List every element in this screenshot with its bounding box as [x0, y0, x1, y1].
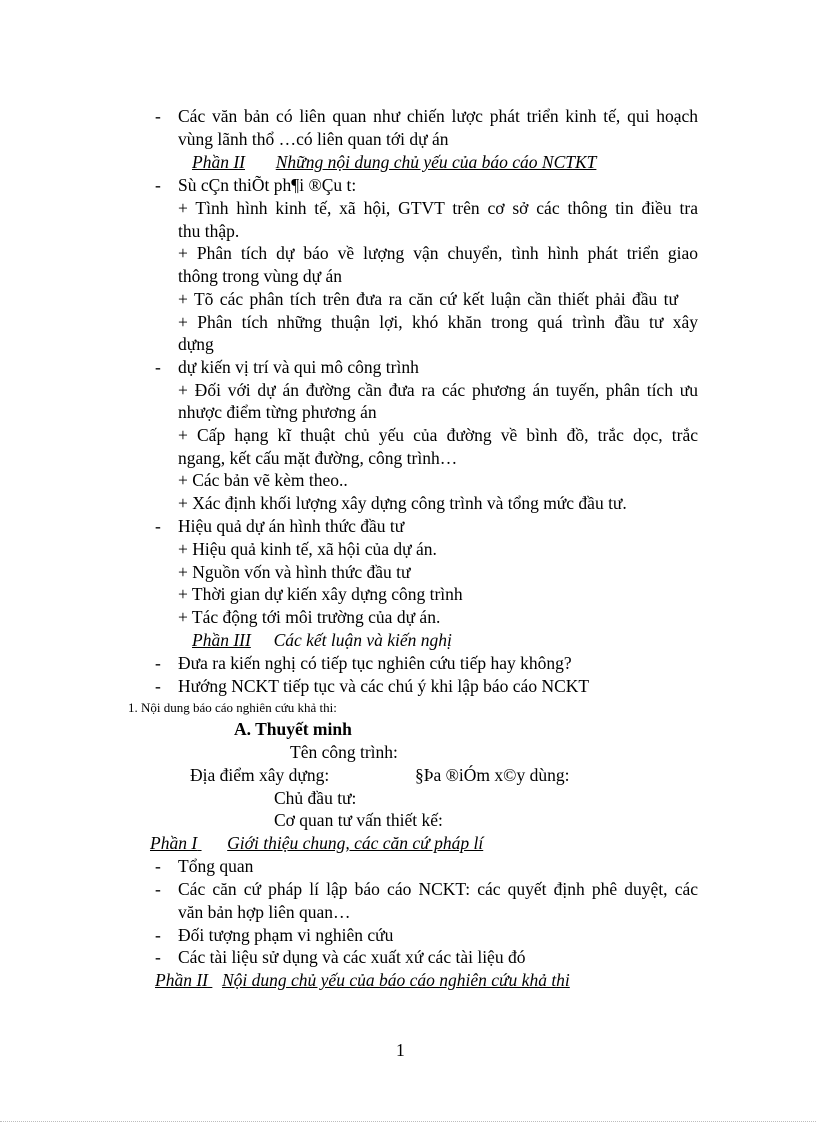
subheading: A. Thuyết minh: [234, 719, 352, 739]
text-line: §Þa ®iÓm x©y dùng:: [415, 765, 570, 785]
text-line: + Tác động tới môi trường của dự án.: [178, 607, 441, 627]
text-line: Tên công trình:: [290, 742, 398, 762]
heading-part-label: Phần I: [150, 833, 198, 853]
page-bottom-divider: [0, 1121, 816, 1122]
text-line: + Các bản vẽ kèm theo..: [178, 470, 348, 490]
heading-part-label: Phần III: [192, 630, 251, 650]
bullet-dash: -: [155, 947, 161, 967]
bullet-dash: -: [155, 106, 161, 126]
bullet-dash: -: [155, 175, 161, 195]
bullet-dash: -: [155, 925, 161, 945]
text-line: Sù cÇn thiÕt ph¶i ®Çu t:: [178, 175, 357, 195]
bullet-dash: -: [155, 879, 161, 899]
heading-part-label: Phần II: [155, 970, 208, 990]
heading-part-label: Phần II: [192, 152, 245, 172]
section-heading-part3: [192, 629, 452, 651]
text-line: văn bản hợp liên quan…: [178, 902, 351, 922]
text-line: Các văn bản có liên quan như chiến lược phát triển kinh tế, qui hoạch: [178, 106, 698, 126]
text-line: Các tài liệu sử dụng và các xuất xứ các tài liệu đó: [178, 947, 526, 967]
text-line: Cơ quan tư vấn thiết kế:: [274, 810, 443, 830]
heading-title: Những nội dung chủ yếu của báo cáo NCTKT: [275, 152, 597, 172]
text-line: + Thời gian dự kiến xây dựng công trình: [178, 584, 463, 604]
text-line: nhược điểm từng phương án: [178, 402, 377, 422]
page-number: 1: [396, 1040, 405, 1060]
numbered-item: 1. Nội dung báo cáo nghiên cứu khả thi:: [128, 700, 337, 715]
heading-title: Các kết luận và kiến nghị: [273, 630, 452, 650]
heading-title: Giới thiệu chung, các căn cứ pháp lí: [227, 833, 484, 853]
text-line: + Hiệu quả kinh tế, xã hội của dự án.: [178, 539, 437, 559]
text-line: ngang, kết cấu mặt đường, công trình…: [178, 448, 458, 468]
text-line: thu thập.: [178, 221, 240, 241]
text-line: Tổng quan: [178, 856, 254, 876]
text-line: Địa điểm xây dựng:: [190, 765, 330, 785]
text-line: + Đối với dự án đường cần đưa ra các phương án tuyến, phân tích ưu: [178, 380, 698, 400]
bullet-dash: -: [155, 357, 161, 377]
bullet-dash: -: [155, 856, 161, 876]
text-line: + Phân tích dự báo về lượng vận chuyển, tình hình phát triển giao: [178, 243, 698, 263]
heading-title: Nội dung chủ yếu của báo cáo nghiên cứu khả thi: [221, 970, 570, 990]
text-line: thông trong vùng dự án: [178, 266, 343, 286]
text-line: Đối tượng phạm vi nghiên cứu: [178, 925, 394, 945]
text-line: Đưa ra kiến nghị có tiếp tục nghiên cứu tiếp hay không?: [178, 653, 572, 673]
section-heading-part2: [192, 151, 596, 173]
text-line: + Tình hình kinh tế, xã hội, GTVT trên cơ sở các thông tin điều tra: [178, 198, 698, 218]
section-heading-part1: [150, 832, 483, 854]
text-line: Chủ đầu tư:: [274, 788, 357, 808]
text-line: Hướng NCKT tiếp tục và các chú ý khi lập báo cáo NCKT: [178, 676, 590, 696]
text-line: dựng: [178, 334, 214, 354]
text-line: + Cấp hạng kĩ thuật chủ yếu của đường về bình đồ, trắc dọc, trắc: [178, 425, 698, 445]
section-heading-part2b: [155, 969, 570, 991]
text-line: Hiệu quả dự án hình thức đầu tư: [178, 516, 405, 536]
text-line: + Nguồn vốn và hình thức đầu tư: [178, 562, 411, 582]
text-line: + Tõ các phân tích trên đưa ra căn cứ kết luận cần thiết phải đầu tư: [178, 289, 678, 309]
text-line: Các căn cứ pháp lí lập báo cáo NCKT: các quyết định phê duyệt, các: [178, 879, 698, 899]
text-line: dự kiến vị trí và qui mô công trình: [178, 357, 419, 377]
bullet-dash: -: [155, 516, 161, 536]
bullet-dash: -: [155, 653, 161, 673]
text-line: + Xác định khối lượng xây dựng công trình và tổng mức đầu tư.: [178, 493, 627, 513]
bullet-dash: -: [155, 676, 161, 696]
text-line: vùng lãnh thổ …có liên quan tới dự án: [178, 129, 449, 149]
text-line: + Phân tích những thuận lợi, khó khăn trong quá trình đầu tư xây: [178, 312, 698, 332]
